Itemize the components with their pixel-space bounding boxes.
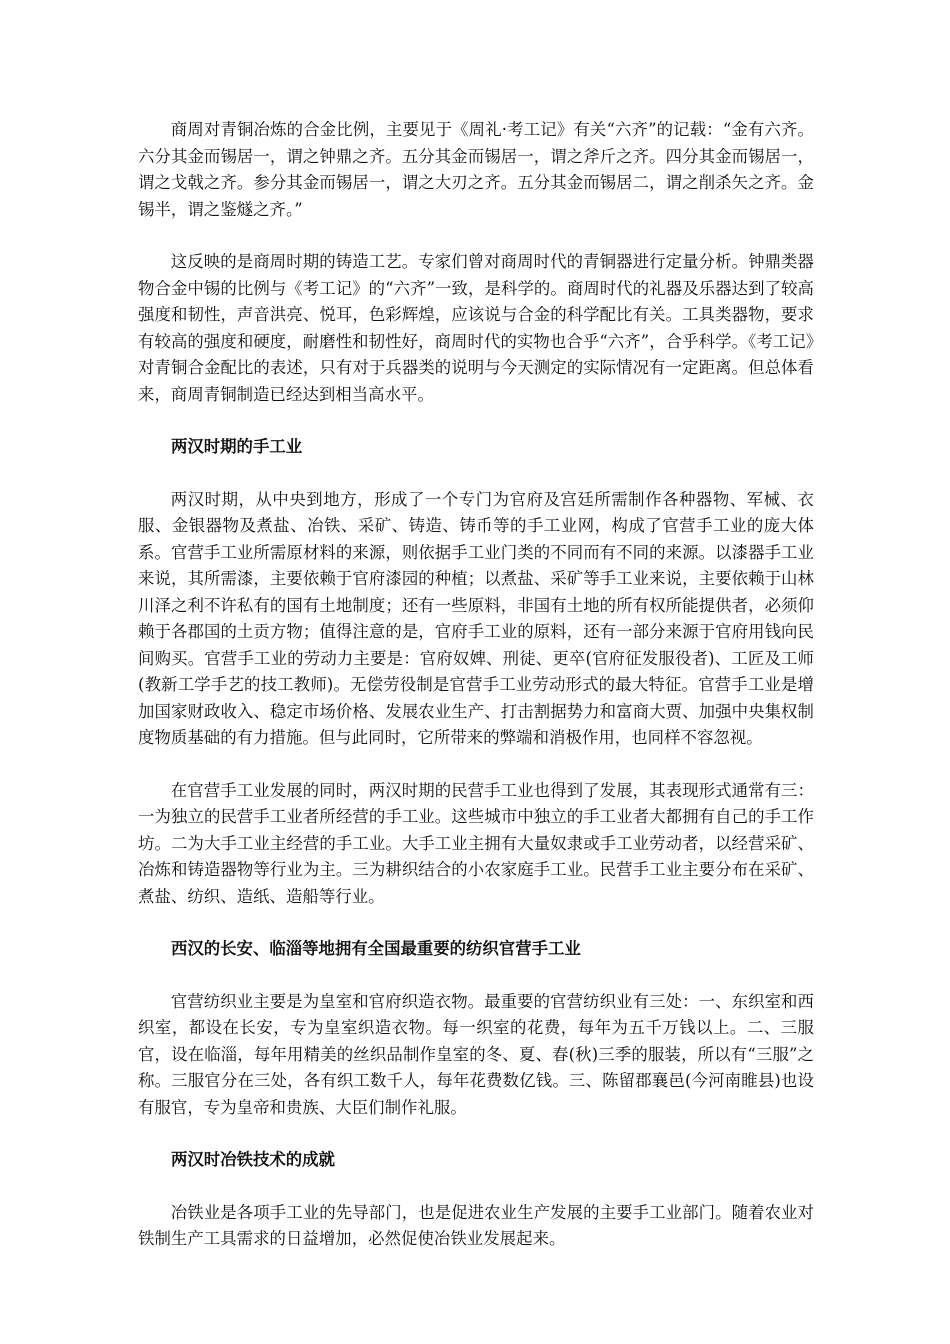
- document-page: [138, 117, 814, 1279]
- paragraph-official-handicraft: 两汉时期，从中央到地方，形成了一个专门为官府及宫廷所需制作各种器物、军械、衣服、金银器物及煮盐、冶铁、采矿、铸造、铸币等的手工业网，构成了官营手工业的庞大体系。官营手工业所需原材料的来源，则依据手工业门类的不同而有不同的来源。以漆器手工业来说，其所需漆，主要依赖于官府漆园的种植；以煮盐、采矿等手工业来说，主要依赖于山林川泽之利不许私有的国有土地制度；还有一些原料，非国有土地的所有权所能提供者，必须仰赖于各郡国的土贡方物；值得注意的是，官府手工业的原料，还有一部分来源于官府用钱向民间购买。官营手工业的劳动力主要是：官府奴婢、刑徒、更卒(官府征发服役者)、工匠及工师(教新工学手艺的技工教师)。无偿劳役制是官营手工业劳动形式的最大特征。官营手工业是增加国家财政收入、稳定市场价格、发展农业生产、打击割据势力和富商大贾、加强中央集权制度物质基础的有力措施。但与此同时，它所带来的弊端和消极作用，也同样不容忽视。: [138, 489, 814, 747]
- paragraph-iron-industry: 冶铁业是各项手工业的先导部门，也是促进农业生产发展的主要手工业部门。随着农业对铁制生产工具需求的日益增加，必然促使冶铁业发展起来。: [138, 1202, 814, 1248]
- paragraph-liuqi-record: 商周对青铜冶炼的合金比例，主要见于《周礼·考工记》有关“六齐”的记载：“金有六齐。六分其金而锡居一，谓之钟鼎之齐。五分其金而锡居一，谓之斧斤之齐。四分其金而锡居一，谓之戈戟之齐。参分其金而锡居一，谓之大刃之齐。五分其金而锡居二，谓之削杀矢之齐。金锡半，谓之鉴燧之齐。”: [138, 120, 814, 219]
- section-heading-textile: 西汉的长安、临淄等地拥有全国最重要的纺织官营手工业: [171, 939, 581, 958]
- section-heading-iron-smelting: 两汉时冶铁技术的成就: [171, 1150, 335, 1169]
- paragraph-casting-craft: 这反映的是商周时期的铸造工艺。专家们曾对商周时代的青铜器进行定量分析。钟鼎类器物合金中锡的比例与《考工记》的“六齐”一致，是科学的。商周时代的礼器及乐器达到了较高强度和韧性，声音洪亮、悦耳，色彩辉煌，应该说与合金的科学配比有关。工具类器物，要求有较高的强度和硬度，耐磨性和韧性好，商周时代的实物也合乎“六齐”，合乎科学。《考工记》对青铜合金配比的表述，只有对于兵器类的说明与今天测定的实际情况有一定距离。但总体看来，商周青铜制造已经达到相当高水平。: [138, 252, 814, 404]
- paragraph-official-textile: 官营纺织业主要是为皇室和官府织造衣物。最重要的官营纺织业有三处：一、东织室和西织室，都设在长安，专为皇室织造衣物。每一织室的花费，每年为五千万钱以上。二、三服官，设在临淄，每年用精美的丝织品制作皇室的冬、夏、春(秋)三季的服装，所以有“三服”之称。三服官分在三处，各有织工数千人，每年花费数亿钱。三、陈留郡襄邑(今河南睢县)也设有服官，专为皇帝和贵族、大臣们制作礼服。: [138, 991, 814, 1117]
- paragraph-private-handicraft: 在官营手工业发展的同时，两汉时期的民营手工业也得到了发展，其表现形式通常有三：一为独立的民营手工业者所经营的手工业。这些城市中独立的手工业者大都拥有自己的手工作坊。二为大手工业主经营的手工业。大手工业主拥有大量奴隶或手工业劳动者，以经营采矿、冶炼和铸造器物等行业为主。三为耕织结合的小农家庭手工业。民营手工业主要分布在采矿、煮盐、纺织、造纸、造船等行业。: [138, 780, 814, 906]
- section-heading-han-handicraft: 两汉时期的手工业: [171, 437, 303, 456]
